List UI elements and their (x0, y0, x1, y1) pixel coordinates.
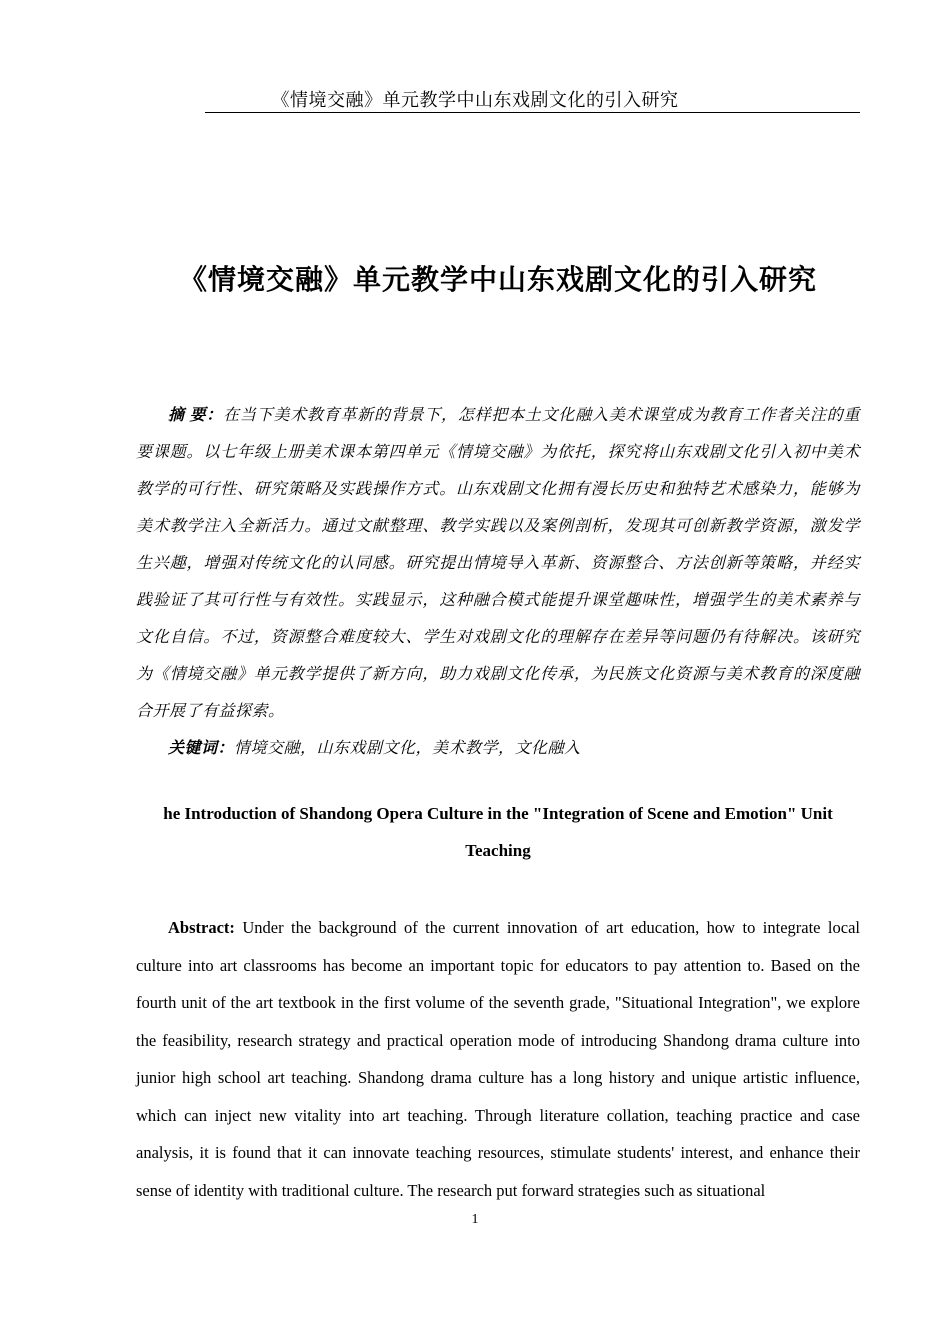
chinese-abstract-paragraph (136, 397, 860, 730)
keywords-line (136, 730, 860, 767)
chinese-abstract-label: 摘 要： (168, 407, 224, 424)
english-title: he Introduction of Shandong Opera Culture in the "Integration of Scene and Emotion" Unit Teaching (163, 804, 833, 860)
english-abstract-text: Under the background of the current innovation of art education, how to integrate local culture into art classrooms has become an important topic for educators to pay attention to. Based on the fourth unit of the art textbook in the first volume of the seventh grade, "Situational Integration", we explore the feasibility, research strategy and practical operation mode of introducing Shandong drama culture into junior high school art teaching. Shandong drama culture has a long history and unique artistic influence, which can inject new vitality into art teaching. Through literature collation, teaching practice and case analysis, it is found that it can innovate teaching resources, stimulate students' interest, and enhance their sense of identity with traditional culture. The research put forward strategies such as situational (136, 918, 861, 1200)
keywords-text: 情境交融，山东戏剧文化，美术教学，文化融入 (234, 740, 581, 757)
chinese-abstract-text: 在当下美术教育革新的背景下，怎样把本土文化融入美术课堂成为教育工作者关注的重要课题。以七年级上册美术课本第四单元《情境交融》为依托，探究将山东戏剧文化引入初中美术教学的可行性、研究策略及实践操作方式。山东戏剧文化拥有漫长历史和独特艺术感染力，能够为美术教学注入全新活力。通过文献整理、教学实践以及案例剖析，发现其可创新教学资源，激发学生兴趣，增强对传统文化的认同感。研究提出情境导入革新、资源整合、方法创新等策略，并经实践验证了其可行性与有效性。实践显示，这种融合模式能提升课堂趣味性，增强学生的美术素养与文化自信。不过，资源整合难度较大、学生对戏剧文化的理解存在差异等问题仍有待解决。该研究为《情境交融》单元教学提供了新方向，助力戏剧文化传承，为民族文化资源与美术教育的深度融合开展了有益探索。 (136, 407, 860, 720)
document-title: 《情境交融》单元教学中山东戏剧文化的引入研究 (178, 264, 817, 295)
running-header-title: 《情境交融》单元教学中山东戏剧文化的引入研究 (271, 90, 679, 110)
page-number: 1 (471, 1212, 479, 1227)
english-abstract-label: Abstract: (168, 918, 235, 937)
english-abstract-paragraph (136, 909, 860, 1209)
keywords-label: 关键词： (168, 740, 235, 757)
document-body (136, 0, 860, 1209)
